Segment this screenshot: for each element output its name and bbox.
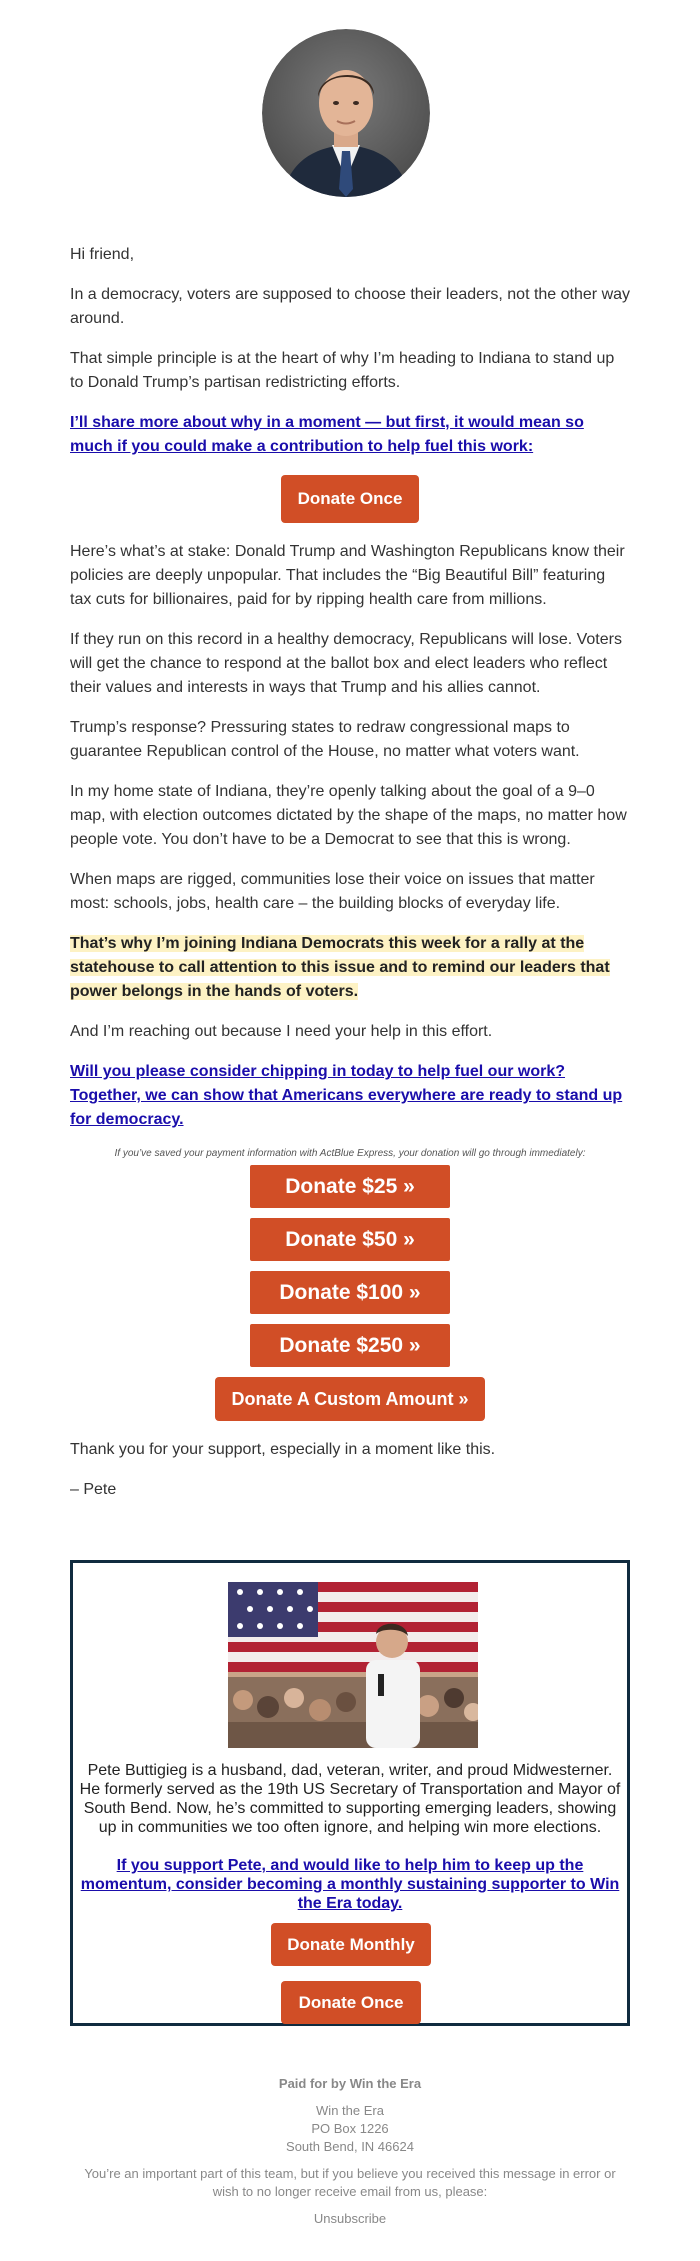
rally-highlight	[70, 932, 630, 1004]
donate-100-button[interactable]: Donate $100 »	[250, 1271, 450, 1314]
paragraph-healthy-democracy: If they run on this record in a healthy democracy, Republicans will lose. Voters will get the chance to respond at the ballot box and elect leaders who reflect their values and interests in ways that Trump and his allies cannot.	[70, 631, 622, 696]
footer-po-box: PO Box 1226	[311, 2121, 389, 2136]
monthly-supporter-link[interactable]: If you support Pete, and would like to help him to keep up the momentum, consider becoming a monthly sustaining supporter to Win the Era today.	[80, 1857, 620, 1912]
pete-portrait-image	[262, 29, 430, 197]
greeting-text: Hi friend,	[70, 246, 135, 263]
footer-city: South Bend, IN 46624	[286, 2139, 414, 2154]
signoff-text: – Pete	[70, 1481, 117, 1498]
donate-50-button[interactable]: Donate $50 »	[250, 1218, 450, 1261]
paragraph-reaching-out: And I’m reaching out because I need your help in this effort.	[70, 1023, 493, 1040]
footer-notice: You’re an important part of this team, but if you believe you received this message in error or wish to no longer receive email from us, please:	[84, 2166, 616, 2199]
paragraph-home-state: In my home state of Indiana, they’re openly talking about the goal of a 9–0 map, with election outcomes dictated by the shape of the maps, no matter how people vote. You don’t have to be a Democrat to see that this is wrong.	[70, 783, 627, 848]
paragraph-rigged-maps: When maps are rigged, communities lose their voice on issues that matter most: schools, jobs, health care – the building blocks of everyday life.	[70, 871, 595, 912]
actblue-express-note: If you’ve saved your payment information with ActBlue Express, your donation will go through immediately:	[114, 1148, 586, 1159]
header-avatar	[262, 29, 430, 197]
paragraph-stakes: Here’s what’s at stake: Donald Trump and Washington Republicans know their policies are deeply unpopular. That includes the “Big Beautiful Bill” featuring tax cuts for billionaires, paid for by ripping health care from millions.	[70, 543, 625, 608]
chip-in-link[interactable]: Will you please consider chipping in today to help fuel our work? Together, we can show that Americans everywhere are ready to stand up for democracy.	[70, 1063, 623, 1128]
donate-monthly-button[interactable]: Donate Monthly	[271, 1923, 431, 1966]
bio-text: Pete Buttigieg is a husband, dad, veteran, writer, and proud Midwesterner. He formerly served as the 19th US Secretary of Transportation and Mayor of South Bend. Now, he’s committed to supporting emerging leaders, showing up in communities we too often ignore, and helping win more elections.	[79, 1762, 621, 1836]
footer-org: Win the Era	[316, 2103, 384, 2118]
donate-25-button[interactable]: Donate $25 »	[250, 1165, 450, 1208]
paragraph-democracy: In a democracy, voters are supposed to choose their leaders, not the other way around.	[70, 286, 631, 327]
unsubscribe-link[interactable]: Unsubscribe	[313, 2211, 387, 2226]
donate-once-bottom-button[interactable]: Donate Once	[281, 1981, 421, 2024]
contribution-link[interactable]: I’ll share more about why in a moment — but first, it would mean so much if you could make a contribution to help fuel this work:	[70, 414, 584, 455]
rally-photo-image	[228, 1582, 478, 1748]
donate-once-button[interactable]: Donate Once	[281, 475, 419, 523]
paragraph-indiana: That simple principle is at the heart of why I’m heading to Indiana to stand up to Donald Trump’s partisan redistricting efforts.	[70, 350, 615, 391]
donate-custom-amount-button[interactable]: Donate A Custom Amount »	[215, 1377, 485, 1421]
rally-photo	[228, 1582, 478, 1748]
donate-250-button[interactable]: Donate $250 »	[250, 1324, 450, 1367]
thanks-text: Thank you for your support, especially in a moment like this.	[70, 1441, 496, 1458]
paragraph-trump-response: Trump’s response? Pressuring states to redraw congressional maps to guarantee Republican control of the House, no matter what voters want.	[70, 719, 580, 760]
paid-for-disclaimer: Paid for by Win the Era	[278, 2076, 422, 2091]
bio-box	[70, 1560, 630, 2026]
rally-highlight-text: That’s why I’m joining Indiana Democrats this week for a rally at the statehouse to call attention to this issue and to remind our leaders that power belongs in the hands of voters.	[70, 935, 610, 1000]
